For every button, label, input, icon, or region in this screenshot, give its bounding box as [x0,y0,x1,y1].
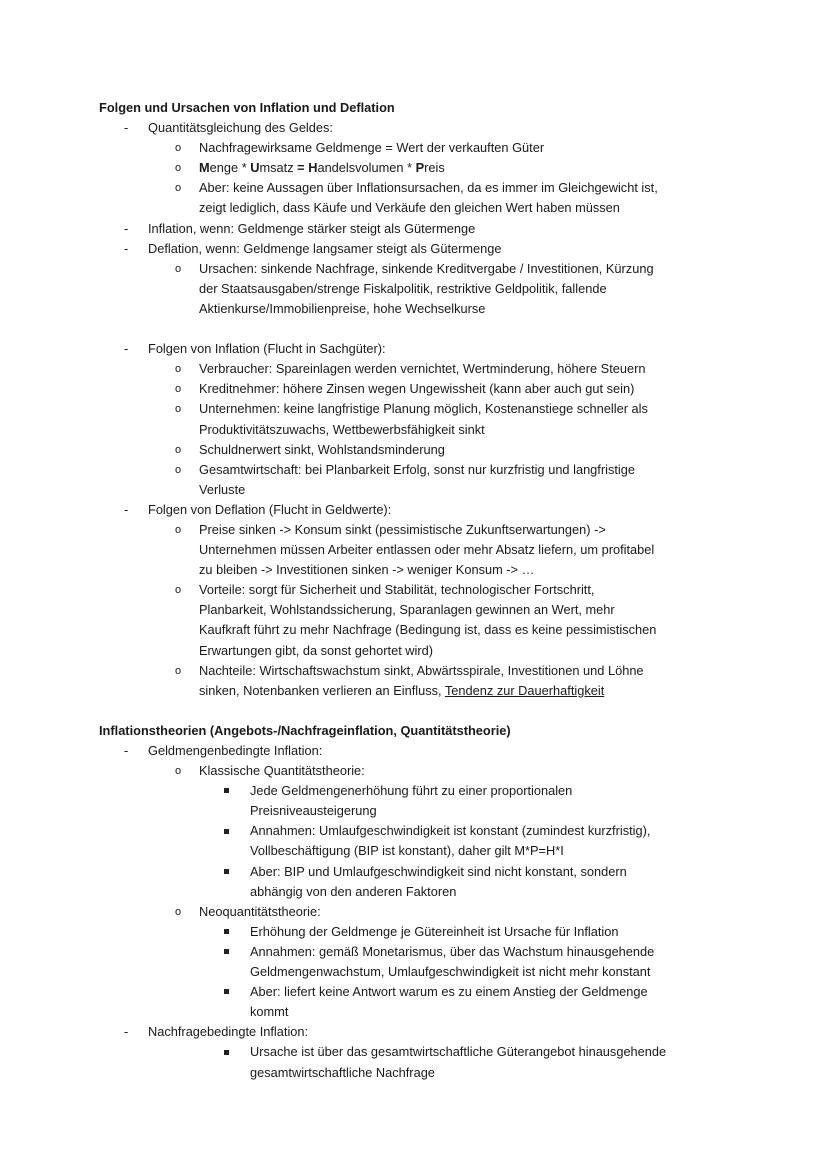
square-bullet-icon [224,862,229,882]
list-item-line [99,1022,739,1042]
list-item-line [99,1042,739,1062]
bold-text: M [199,160,210,176]
list-item-text: Kreditnehmer: höhere Zinsen wegen Ungewissheit (kann aber auch gut sein) [199,381,635,397]
square-bullet-icon [224,922,229,942]
bold-text: U [250,160,260,176]
list-item-text: Planbarkeit, Wohlstandssicherung, Sparanlagen gewinnen an Wert, mehr [199,602,615,618]
list-item-text: Unternehmen müssen Arbeiter entlassen oder mehr Absatz liefern, um profitabel [199,542,655,558]
list-item-text: Verluste [199,481,246,497]
list-item-text: Nachteile: Wirtschaftswachstum sinkt, Abwärtsspirale, Investitionen und Löhne [199,662,644,678]
square-shape [224,829,229,834]
list-item-text: Ursachen: sinkende Nachfrage, sinkende Kreditvergabe / Investitionen, Kürzung [199,260,654,276]
list-item-line [99,540,739,560]
list-item-line [99,681,739,701]
list-item-text: zu bleiben -> Investitionen sinken -> weniger Konsum -> … [199,562,535,578]
list-item-line [99,761,739,781]
list-item-text: Erwartungen gibt, da sonst gehortet wird) [199,642,434,658]
list-item-line [99,399,739,419]
list-item-line [99,279,739,299]
list-item-line [99,138,739,158]
square-shape [224,949,229,954]
list-item-text: Aber: keine Aussagen über Inflationsursachen, da es immer im Gleichgewicht ist, [199,180,658,196]
list-item-text: Annahmen: gemäß Monetarismus, über das Wachstum hinausgehende [250,943,655,959]
circle-bullet-icon: o [175,363,182,376]
bold-text: P [415,160,425,176]
list-item-line [99,862,739,882]
square-bullet-icon [224,1042,229,1062]
dash-bullet-icon: - [124,220,129,236]
list-item-text: Erhöhung der Geldmenge je Gütereinheit ist Ursache für Inflation [250,923,619,939]
square-bullet-icon [224,942,229,962]
list-item-text: Gesamtwirtschaft: bei Planbarkeit Erfolg, sonst nur kurzfristig und langfristige [199,461,635,477]
list-item-line [99,600,739,620]
list-item-text: Nachfragewirksame Geldmenge = Wert der verkauften Güter [199,140,545,156]
list-item-text: Preisniveausteigerung [250,803,377,819]
dash-bullet-icon: - [124,120,129,136]
list-item-line [99,178,739,198]
list-item-text: Klassische Quantitätstheorie: [199,763,365,779]
list-item-text: kommt [250,1004,289,1020]
list-item-line [99,882,739,902]
list-item-line [99,118,739,138]
list-item-text: gesamtwirtschaftliche Nachfrage [250,1064,435,1080]
blank-line [99,319,739,339]
dash-bullet-icon: - [124,240,129,256]
list-item-line [99,339,739,359]
list-item-text: Annahmen: Umlaufgeschwindigkeit ist konstant (zumindest kurzfristig), [250,823,651,839]
circle-bullet-icon: o [175,182,182,195]
list-item-line [99,580,739,600]
square-shape [224,788,229,793]
circle-bullet-icon: o [175,523,182,536]
list-item-text: Inflation, wenn: Geldmenge stärker steigt als Gütermenge [148,220,476,236]
list-item-line [99,239,739,259]
list-item-line [99,641,739,661]
list-item-line [99,420,739,440]
underlined-text: Tendenz zur Dauerhaftigkeit [444,682,605,698]
list-item-text: Geldmengenbedingte Inflation: [148,743,323,758]
list-item-line [99,480,739,500]
list-item-line [99,460,739,480]
circle-bullet-icon: o [175,403,182,416]
list-item-text: Ursache ist über das gesamtwirtschaftliche Güterangebot hinausgehende [250,1044,667,1060]
list-item-text: Aber: BIP und Umlaufgeschwindigkeit sind nicht konstant, sondern [250,863,627,879]
list-item-text: Aktienkurse/Immobilienpreise, hohe Wechselkurse [199,300,486,316]
list-item-line [99,219,739,239]
list-item-text: Folgen von Deflation (Flucht in Geldwerte): [148,501,392,517]
circle-bullet-icon: o [175,443,182,456]
square-shape [224,929,229,934]
list-item-line [99,741,739,761]
dash-bullet-icon: - [124,1024,129,1040]
circle-bullet-icon: o [175,142,182,155]
list-item-text: reis [424,160,445,176]
circle-bullet-icon: o [175,765,182,778]
list-item-line [99,942,739,962]
list-item-text: Folgen von Inflation (Flucht in Sachgüter): [148,341,386,357]
list-item-text: Jede Geldmengenerhöhung führt zu einer proportionalen [250,783,573,799]
circle-bullet-icon: o [175,262,182,275]
list-item-line [99,379,739,399]
list-item-line [99,922,739,942]
square-shape [224,869,229,874]
list-item-line [99,1002,739,1022]
list-item-line [99,620,739,640]
document-page [99,98,739,1083]
circle-bullet-icon: o [175,162,182,175]
list-item-text: Produktivitätszuwachs, Wettbewerbsfähigkeit sinkt [199,421,485,437]
section-heading: Folgen und Ursachen von Inflation und Deflation [99,100,395,115]
square-bullet-icon [224,982,229,1002]
section-heading: Inflationstheorien (Angebots-/Nachfrageinflation, Quantitätstheorie) [99,722,511,738]
list-item-text: Vollbeschäftigung (BIP ist konstant), daher gilt M*P=H*I [250,843,564,859]
list-item-text: Nachfragebedingte Inflation: [148,1024,309,1040]
list-item-line [99,198,739,218]
list-item-line [99,982,739,1002]
list-item-line [99,299,739,319]
list-item-line [99,841,739,861]
blank-line [99,701,739,721]
list-item-text: sinken, Notenbanken verlieren an Einfluss, [199,682,445,698]
circle-bullet-icon: o [175,463,182,476]
list-item-line [99,962,739,982]
list-item-line [99,259,739,279]
list-item-line [99,560,739,580]
list-item-text: Vorteile: sorgt für Sicherheit und Stabilität, technologischer Fortschritt, [199,582,595,598]
list-item-text: andelsvolumen * [317,160,416,176]
list-item-text: Unternehmen: keine langfristige Planung möglich, Kostenanstiege schneller als [199,401,648,417]
list-item-text: msatz [259,160,298,176]
list-item-text: Deflation, wenn: Geldmenge langsamer steigt als Gütermenge [148,240,502,256]
list-item-text: Geldmengenwachstum, Umlaufgeschwindigkeit ist nicht mehr konstant [250,964,651,980]
dash-bullet-icon: - [124,341,129,357]
list-item-text: enge * [209,160,251,176]
list-item-line [99,520,739,540]
square-bullet-icon [224,781,229,801]
dash-bullet-icon: - [124,743,129,758]
square-shape [224,1050,229,1055]
bold-text: = H [297,160,318,176]
circle-bullet-icon: o [175,383,182,396]
list-item-line [99,500,739,520]
list-item-line [99,781,739,801]
list-item-text: der Staatsausgaben/strenge Fiskalpolitik, restriktive Geldpolitik, fallende [199,280,607,296]
list-item-text: Preise sinken -> Konsum sinkt (pessimistische Zukunftserwartungen) -> [199,521,606,537]
list-item-text: Kaufkraft führt zu mehr Nachfrage (Bedingung ist, dass es keine pessimistischen [199,622,657,638]
circle-bullet-icon: o [175,664,182,677]
square-shape [224,989,229,994]
list-item-line [99,158,739,178]
list-item-line [99,801,739,821]
square-bullet-icon [224,821,229,841]
list-item-line [99,440,739,460]
list-item-text: Quantitätsgleichung des Geldes: [148,120,333,136]
list-item-text: Verbraucher: Spareinlagen werden vernichtet, Wertminderung, höhere Steuern [199,361,646,377]
list-item-line [99,821,739,841]
dash-bullet-icon: - [124,501,129,517]
circle-bullet-icon: o [175,584,182,597]
list-item-text: abhängig von den anderen Faktoren [250,883,457,899]
list-item-line [99,661,739,681]
list-item-text: Neoquantitätstheorie: [199,903,321,919]
list-item-line [99,359,739,379]
list-item-line [99,902,739,922]
list-item-line [99,1063,739,1083]
list-item-text: zeigt lediglich, dass Käufe und Verkäufe den gleichen Wert haben müssen [199,200,620,216]
list-item-text: Schuldnerwert sinkt, Wohlstandsminderung [199,441,445,457]
circle-bullet-icon: o [175,905,182,918]
list-item-text: Aber: liefert keine Antwort warum es zu einem Anstieg der Geldmenge [250,984,648,1000]
